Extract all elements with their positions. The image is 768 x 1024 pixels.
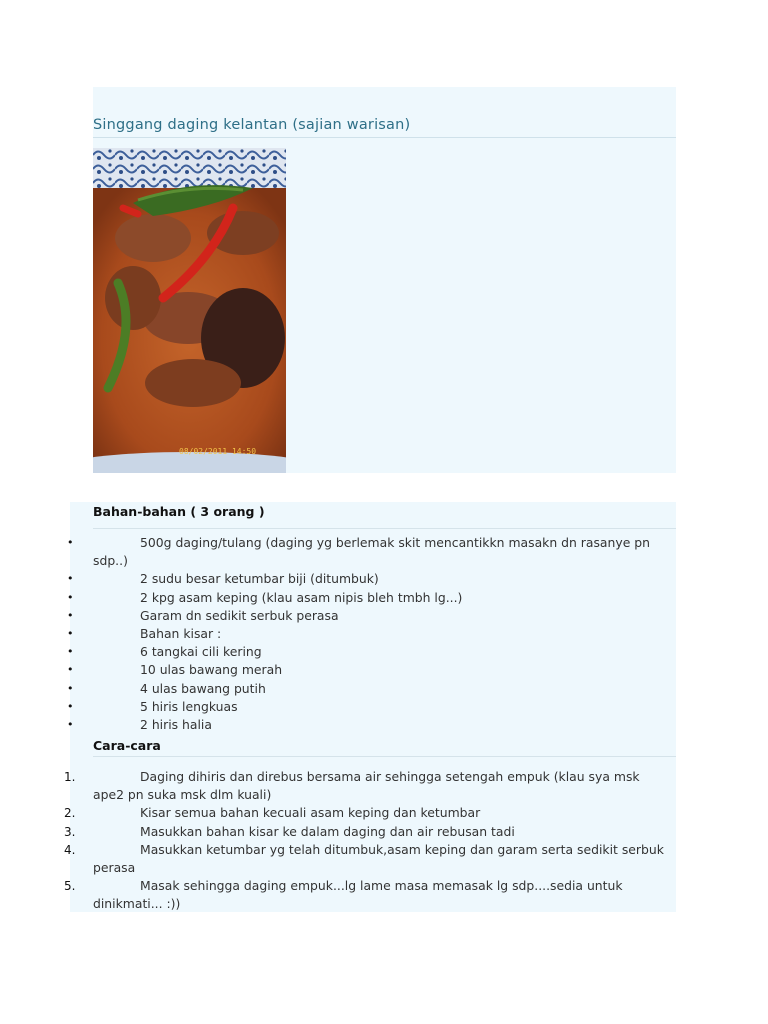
method-step: 5. Masak sehingga daging empuk...lg lame masa memasak lg sdp....sedia untuk dinikmati... :)) xyxy=(64,878,623,912)
method-step: 3. Masukkan bahan kisar ke dalam daging dan air rebusan tadi xyxy=(64,823,515,839)
dish-photo xyxy=(93,148,286,473)
ingredients-divider xyxy=(93,528,676,529)
ingredient-item: • 2 kpg asam keping (klau asam nipis bleh tmbh lg...) xyxy=(67,589,463,605)
method-step: 4. Masukkan ketumbar yg telah ditumbuk,asam keping dan garam serta sedikit serbuk perasa xyxy=(64,841,664,876)
method-step: 1. Daging dihiris dan direbus bersama air sehingga setengah empuk (klau sya msk ape2 pn suka msk dlm kuali) xyxy=(64,769,640,803)
method-heading: Cara-cara xyxy=(93,738,161,753)
method-list xyxy=(64,768,673,914)
ingredient-item: • 4 ulas bawang putih xyxy=(67,680,266,696)
ingredient-item: • Garam dn sedikit serbuk perasa xyxy=(67,607,339,623)
ingredient-item: • 5 hiris lengkuas xyxy=(67,698,238,714)
recipe-body-panel xyxy=(64,502,676,912)
recipe-header-panel xyxy=(93,87,676,473)
ingredients-list xyxy=(67,534,673,734)
method-step: 2. Kisar semua bahan kecuali asam keping dan ketumbar xyxy=(64,805,481,821)
ingredient-item: • 10 ulas bawang merah xyxy=(67,662,283,678)
ingredient-item: • 500g daging/tulang (daging yg berlemak skit mencantikkn masakn dn rasanye pn sdp..) xyxy=(67,535,650,569)
ingredient-item: • 6 tangkai cili kering xyxy=(67,644,262,660)
ingredients-heading: Bahan-bahan ( 3 orang ) xyxy=(93,504,265,519)
method-divider xyxy=(93,756,676,757)
recipe-title: Singgang daging kelantan (sajian warisan) xyxy=(93,117,411,133)
ingredient-item: • Bahan kisar : xyxy=(67,626,222,642)
title-divider xyxy=(93,137,676,138)
ingredient-item: • 2 sudu besar ketumbar biji (ditumbuk) xyxy=(67,571,379,587)
photo-timestamp: 08/02/2011 14:50 xyxy=(179,447,257,456)
ingredient-item: • 2 hiris halia xyxy=(67,717,212,733)
dish-photo-graphic xyxy=(93,148,286,473)
